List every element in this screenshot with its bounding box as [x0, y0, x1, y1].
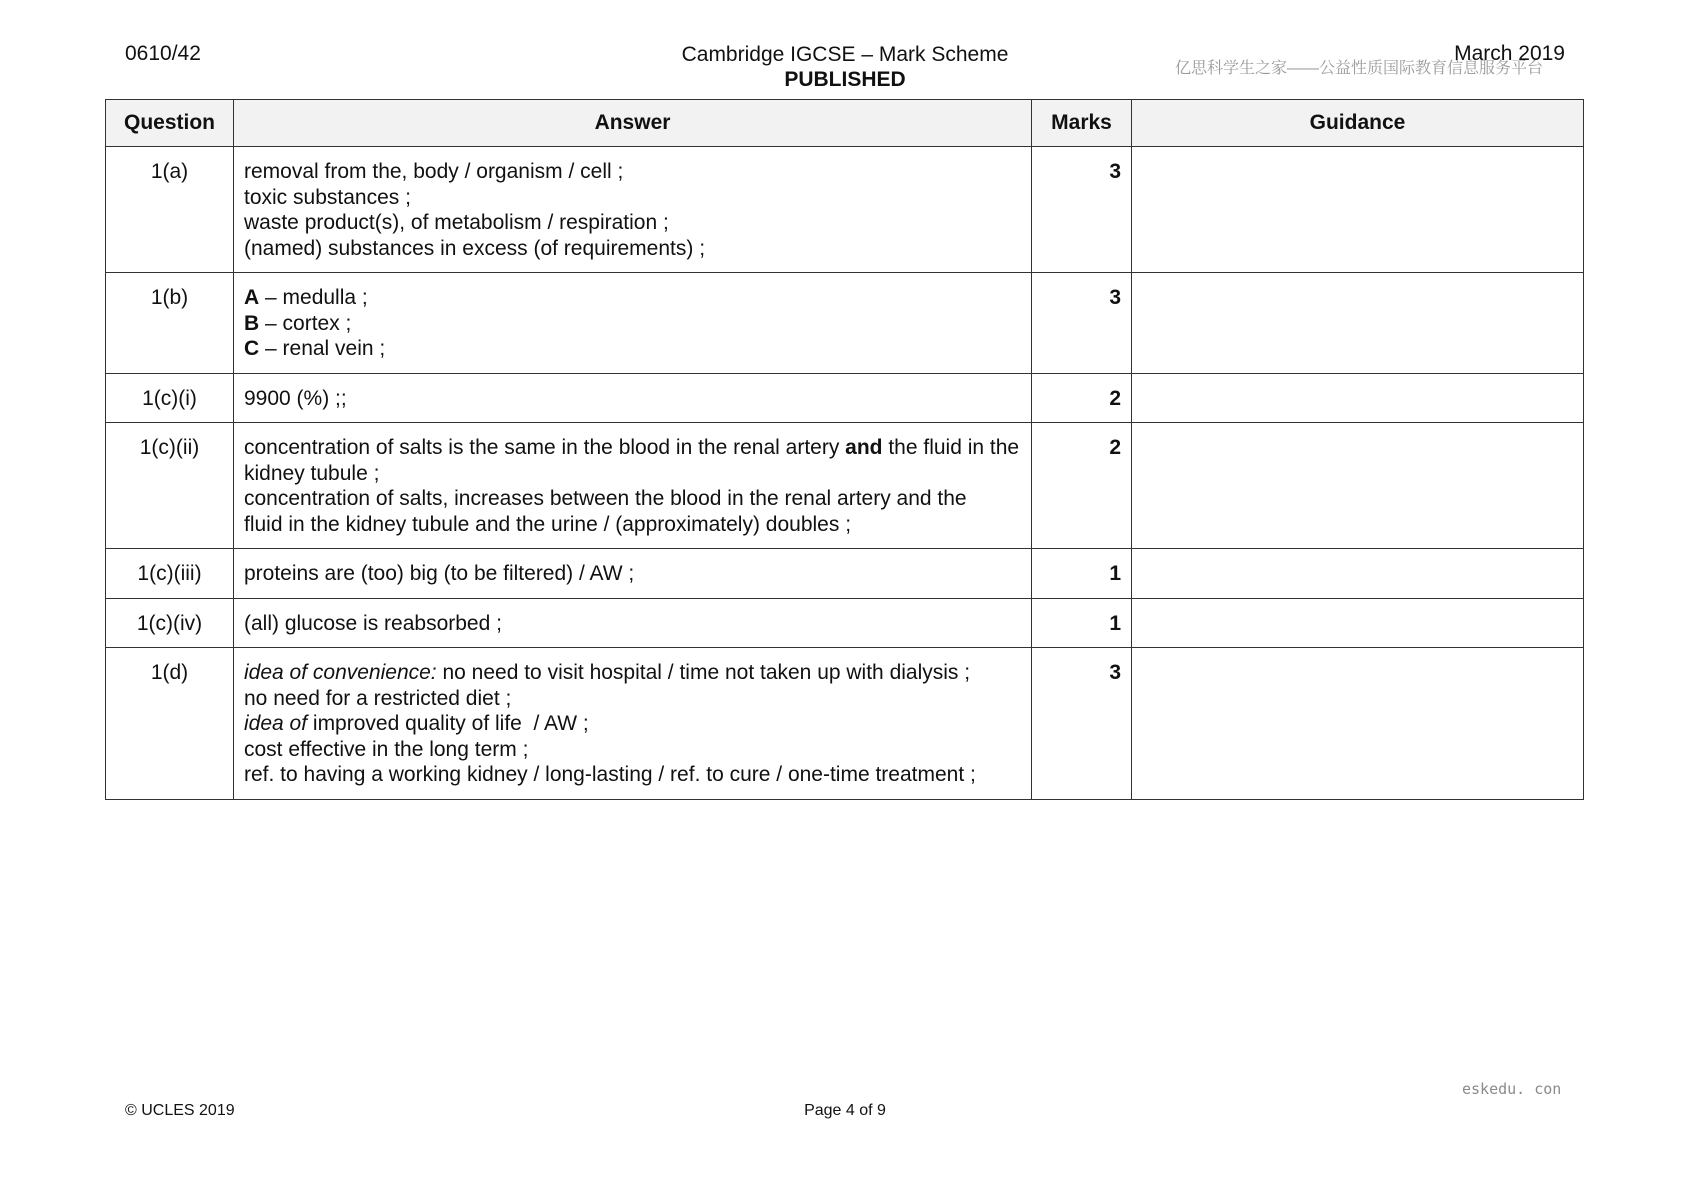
question-number: 1(a): [106, 147, 234, 273]
marks-value: 3: [1032, 147, 1132, 273]
answer-paragraph: concentration of salts, increases between the blood in the renal artery and the fluid in the kidney tubule and the urine / (approximately) doubles ;: [244, 487, 967, 536]
mark-scheme-table: [105, 99, 1584, 800]
marks-value: 2: [1032, 423, 1132, 549]
table-row: [106, 648, 1584, 800]
answer-cell: [234, 373, 1032, 423]
page-number: Page 4 of 9: [804, 1102, 886, 1119]
published-label: PUBLISHED: [784, 68, 906, 91]
answer-text: concentration of salts is the same in the blood in the renal artery: [244, 436, 846, 459]
answer-italic: idea of: [244, 712, 308, 735]
answer-line: [244, 311, 1021, 337]
guidance-cell: [1132, 549, 1584, 599]
answer-line: (named) substances in excess (of requirements) ;: [244, 236, 706, 260]
answer-line: 9900 (%) ;;: [244, 386, 347, 410]
exam-date: March 2019: [1454, 42, 1565, 65]
marks-value: 3: [1032, 648, 1132, 800]
paper-code: 0610/42: [125, 42, 201, 65]
answer-line: [244, 336, 1021, 362]
table-row: [106, 549, 1584, 599]
label-text: – renal vein ;: [259, 337, 386, 360]
answer-line: removal from the, body / organism / cell ;: [244, 160, 624, 183]
answer-line: no need for a restricted diet ;: [244, 686, 512, 710]
question-number: 1(c)(iv): [106, 598, 234, 648]
answer-text: improved quality of life / AW ;: [307, 712, 589, 735]
copyright-notice: © UCLES 2019: [125, 1102, 235, 1119]
answer-cell: [234, 423, 1032, 549]
column-header-guidance: Guidance: [1132, 100, 1584, 147]
answer-line: [244, 660, 1021, 686]
answer-line: toxic substances ;: [244, 185, 411, 209]
marks-value: 1: [1032, 598, 1132, 648]
table-header-row: [106, 100, 1584, 147]
site-watermark: eskedu. con: [1462, 1080, 1562, 1098]
answer-line: ref. to having a working kidney / long-lasting / ref. to cure / one-time treatment ;: [244, 763, 976, 786]
title-text: Cambridge IGCSE – Mark Scheme: [681, 43, 1009, 66]
answer-cell: [234, 648, 1032, 800]
answer-line: [244, 711, 1021, 737]
question-number: 1(c)(iii): [106, 549, 234, 599]
table-row: [106, 373, 1584, 423]
document-title: [600, 42, 1090, 92]
question-number: 1(c)(ii): [106, 423, 234, 549]
guidance-cell: [1132, 147, 1584, 273]
answer-italic: idea of convenience:: [244, 661, 437, 684]
answer-line: (all) glucose is reabsorbed ;: [244, 611, 502, 635]
label-text: – medulla ;: [259, 286, 368, 309]
answer-cell: [234, 273, 1032, 374]
column-header-question: Question: [106, 100, 234, 147]
question-number: 1(b): [106, 273, 234, 374]
guidance-cell: [1132, 273, 1584, 374]
answer-line: [244, 285, 1021, 311]
answer-cell: [234, 549, 1032, 599]
question-number: 1(c)(i): [106, 373, 234, 423]
table-row: [106, 147, 1584, 273]
column-header-answer: Answer: [234, 100, 1032, 147]
answer-text: the fluid in the kidney tubule ;: [244, 436, 1020, 485]
column-header-marks: Marks: [1032, 100, 1132, 147]
answer-emphasis: and: [845, 436, 883, 459]
watermark-text: 亿思科学生之家——公益性质国际教育信息服务平台: [1175, 60, 1544, 77]
question-number: 1(d): [106, 648, 234, 800]
answer-line: waste product(s), of metabolism / respiration ;: [244, 211, 669, 234]
answer-line: proteins are (too) big (to be filtered) / AW ;: [244, 562, 635, 585]
table-row: [106, 423, 1584, 549]
marks-value: 2: [1032, 373, 1132, 423]
guidance-cell: [1132, 423, 1584, 549]
guidance-cell: [1132, 598, 1584, 648]
answer-cell: [234, 147, 1032, 273]
answer-text: no need to visit hospital / time not taken up with dialysis ;: [436, 661, 971, 684]
label-letter: A: [244, 286, 260, 309]
answer-cell: [234, 598, 1032, 648]
table-row: [106, 273, 1584, 374]
guidance-cell: [1132, 373, 1584, 423]
guidance-cell: [1132, 648, 1584, 800]
answer-line: cost effective in the long term ;: [244, 737, 529, 761]
marks-value: 3: [1032, 273, 1132, 374]
label-letter: C: [244, 337, 260, 360]
marks-value: 1: [1032, 549, 1132, 599]
label-letter: B: [244, 311, 260, 335]
answer-paragraph: [244, 435, 1021, 486]
label-text: – cortex ;: [259, 311, 352, 335]
table-row: [106, 598, 1584, 648]
